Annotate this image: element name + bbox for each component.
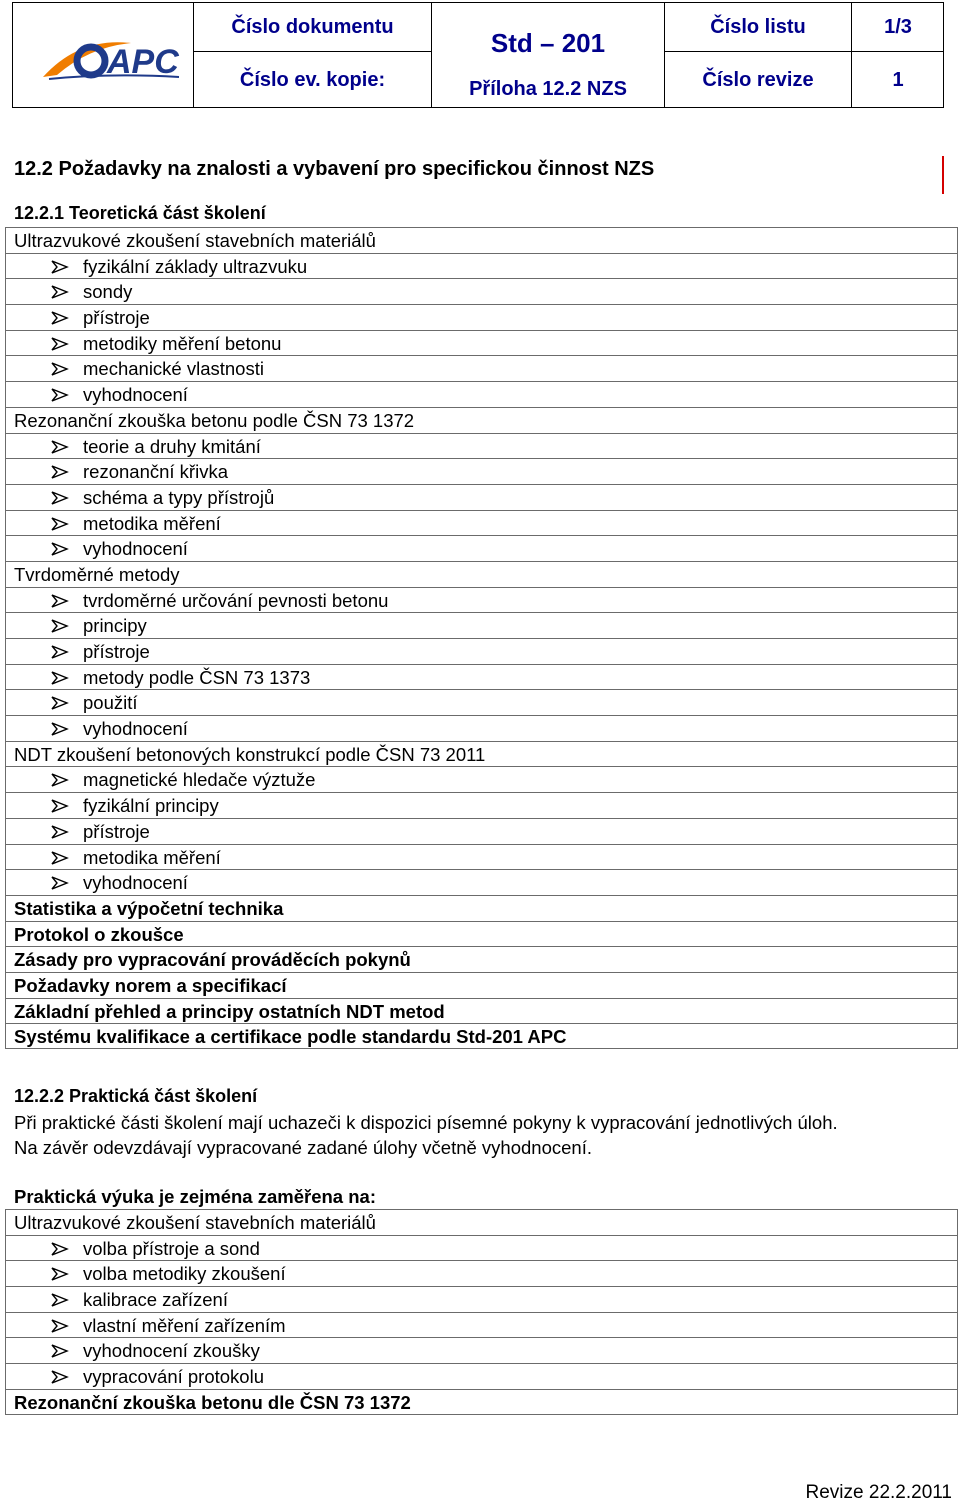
list-item bbox=[5, 638, 958, 664]
list-item bbox=[5, 766, 958, 792]
list-item-label: přístroje bbox=[83, 307, 150, 329]
list-item bbox=[5, 381, 958, 407]
list-heading bbox=[5, 1209, 958, 1235]
list-item-label: fyzikální základy ultrazvuku bbox=[83, 255, 308, 277]
list-item bbox=[5, 1363, 958, 1389]
list-item-label: tvrdoměrné určování pevnosti betonu bbox=[83, 589, 389, 611]
arrowhead-bullet-icon bbox=[51, 1267, 69, 1281]
theory-heading: 12.2.1 Teoretická část školení bbox=[14, 203, 266, 223]
list-item-label: metodika měření bbox=[83, 846, 221, 868]
list-item-label: Požadavky norem a specifikací bbox=[14, 974, 287, 996]
copy-number-label: Číslo ev. kopie: bbox=[239, 68, 386, 91]
list-item bbox=[5, 818, 958, 844]
arrowhead-bullet-icon bbox=[51, 825, 69, 839]
list-heading bbox=[5, 972, 958, 998]
list-item bbox=[5, 510, 958, 536]
revision-marker bbox=[942, 156, 944, 194]
list-item-label: fyzikální principy bbox=[83, 795, 219, 817]
list-item bbox=[5, 484, 958, 510]
section-title: 12.2 Požadavky na znalosti a vybavení pro specifickou činnost NZS bbox=[14, 158, 655, 180]
list-item bbox=[5, 1337, 958, 1363]
list-item-label: kalibrace zařízení bbox=[83, 1289, 228, 1311]
list-item-label: rezonanční křivka bbox=[83, 461, 228, 483]
annex-label: Příloha 12.2 NZS bbox=[469, 77, 627, 100]
list-item-label: magnetické hledače výztuže bbox=[83, 769, 316, 791]
sheet-value: 1/3 bbox=[884, 15, 912, 38]
list-heading bbox=[5, 561, 958, 587]
arrowhead-bullet-icon bbox=[51, 440, 69, 454]
list-item bbox=[5, 433, 958, 459]
list-item-label: NDT zkoušení betonových konstrukcí podle ČSN 73 2011 bbox=[14, 743, 486, 765]
list-item bbox=[5, 1260, 958, 1286]
arrowhead-bullet-icon bbox=[51, 260, 69, 274]
list-item-label: volba metodiky zkoušení bbox=[83, 1263, 286, 1285]
arrowhead-bullet-icon bbox=[51, 722, 69, 736]
arrowhead-bullet-icon bbox=[51, 671, 69, 685]
list-item bbox=[5, 304, 958, 330]
list-item-label: Ultrazvukové zkoušení stavebních materiálů bbox=[14, 1212, 376, 1233]
list-item-label: schéma a typy přístrojů bbox=[83, 486, 275, 508]
list-item-label: přístroje bbox=[83, 641, 150, 662]
list-heading bbox=[5, 407, 958, 433]
doc-code: Std – 201 bbox=[490, 27, 606, 58]
arrowhead-bullet-icon bbox=[51, 311, 69, 325]
list-item-label: mechanické vlastnosti bbox=[83, 358, 264, 380]
list-item-label: Rezonanční zkouška betonu podle ČSN 73 1372 bbox=[14, 409, 415, 431]
arrowhead-bullet-icon bbox=[51, 1344, 69, 1358]
list-heading bbox=[5, 1023, 958, 1049]
revision-value: 1 bbox=[892, 68, 904, 91]
list-item-label: volba přístroje a sond bbox=[83, 1237, 260, 1259]
list-item-label: sondy bbox=[83, 281, 133, 303]
sheet-label: Číslo listu bbox=[710, 15, 806, 38]
list-heading bbox=[5, 998, 958, 1024]
arrowhead-bullet-icon bbox=[51, 876, 69, 890]
list-heading bbox=[5, 895, 958, 921]
list-heading bbox=[5, 921, 958, 947]
arrowhead-bullet-icon bbox=[51, 491, 69, 505]
list-item-label: vyhodnocení bbox=[83, 872, 188, 894]
list-item-label: vyhodnocení bbox=[83, 384, 188, 406]
list-item bbox=[5, 844, 958, 870]
document-header bbox=[12, 2, 944, 108]
arrowhead-bullet-icon bbox=[51, 542, 69, 556]
list-item-label: vyhodnocení bbox=[83, 538, 188, 560]
arrowhead-bullet-icon bbox=[51, 696, 69, 710]
arrowhead-bullet-icon bbox=[51, 362, 69, 376]
practice-focus-heading: Praktická výuka je zejména zaměřena na: bbox=[14, 1186, 376, 1207]
arrowhead-bullet-icon bbox=[51, 773, 69, 787]
arrowhead-bullet-icon bbox=[51, 337, 69, 351]
list-item bbox=[5, 253, 958, 279]
list-item bbox=[5, 664, 958, 690]
arrowhead-bullet-icon bbox=[51, 465, 69, 479]
list-item bbox=[5, 458, 958, 484]
arrowhead-bullet-icon bbox=[51, 619, 69, 633]
list-item bbox=[5, 715, 958, 741]
practice-paragraph-line2: Na závěr odevzdávají vypracované zadané úlohy včetně vyhodnocení. bbox=[14, 1137, 592, 1158]
revision-date: Revize 22.2.2011 bbox=[805, 1482, 952, 1503]
list-item-label: vyhodnocení bbox=[83, 718, 188, 740]
list-item-label: přístroje bbox=[83, 820, 150, 842]
list-item bbox=[5, 689, 958, 715]
apc-logo bbox=[39, 33, 189, 85]
list-item bbox=[5, 792, 958, 818]
svg-text:APC: APC bbox=[107, 43, 179, 81]
practice-list bbox=[5, 1209, 958, 1415]
arrowhead-bullet-icon bbox=[51, 285, 69, 299]
list-heading bbox=[5, 1389, 958, 1415]
list-item-label: Protokol o zkoušce bbox=[14, 923, 184, 945]
arrowhead-bullet-icon bbox=[51, 799, 69, 813]
arrowhead-bullet-icon bbox=[51, 1242, 69, 1256]
arrowhead-bullet-icon bbox=[51, 1319, 69, 1333]
list-item-label: Základní přehled a principy ostatních NDT metod bbox=[14, 1000, 445, 1022]
list-item bbox=[5, 1312, 958, 1338]
doc-number-label: Číslo dokumentu bbox=[231, 15, 394, 38]
list-item-label: Tvrdoměrné metody bbox=[14, 563, 180, 585]
list-item-label: vypracování protokolu bbox=[83, 1366, 264, 1388]
arrowhead-bullet-icon bbox=[51, 1293, 69, 1307]
list-item bbox=[5, 1286, 958, 1312]
list-item bbox=[5, 330, 958, 356]
list-item bbox=[5, 1235, 958, 1261]
list-item-label: principy bbox=[83, 615, 147, 637]
list-item-label: použití bbox=[83, 692, 138, 714]
list-heading bbox=[5, 227, 958, 253]
list-item-label: metody podle ČSN 73 1373 bbox=[83, 666, 311, 688]
list-item-label: Rezonanční zkouška betonu dle ČSN 73 1372 bbox=[14, 1391, 411, 1413]
list-item bbox=[5, 869, 958, 895]
revision-label: Číslo revize bbox=[702, 68, 814, 91]
list-heading bbox=[5, 946, 958, 972]
practice-heading: 12.2.2 Praktická část školení bbox=[14, 1086, 258, 1106]
list-item bbox=[5, 355, 958, 381]
list-item-label: Statistika a výpočetní technika bbox=[14, 897, 284, 919]
practice-paragraph-line1: Při praktické části školení mají uchazeči k dispozici písemné pokyny k vypracování jednotlivých úloh. bbox=[14, 1112, 838, 1133]
list-item bbox=[5, 612, 958, 638]
list-item bbox=[5, 535, 958, 561]
arrowhead-bullet-icon bbox=[51, 645, 69, 659]
theory-list bbox=[5, 227, 958, 1049]
list-heading bbox=[5, 741, 958, 767]
arrowhead-bullet-icon bbox=[51, 517, 69, 531]
list-item bbox=[5, 278, 958, 304]
list-item-label: Systému kvalifikace a certifikace podle standardu Std-201 APC bbox=[14, 1026, 567, 1048]
list-item bbox=[5, 587, 958, 613]
list-item-label: metodiky měření betonu bbox=[83, 332, 282, 354]
list-item-label: Zásady pro vypracování prováděcích pokynů bbox=[14, 949, 411, 971]
list-item-label: Ultrazvukové zkoušení stavebních materiálů bbox=[14, 230, 376, 251]
arrowhead-bullet-icon bbox=[51, 851, 69, 865]
list-item-label: vyhodnocení zkoušky bbox=[83, 1340, 260, 1362]
arrowhead-bullet-icon bbox=[51, 1370, 69, 1384]
list-item-label: teorie a druhy kmitání bbox=[83, 435, 261, 457]
arrowhead-bullet-icon bbox=[51, 594, 69, 608]
list-item-label: vlastní měření zařízením bbox=[83, 1314, 286, 1336]
list-item-label: metodika měření bbox=[83, 512, 221, 534]
arrowhead-bullet-icon bbox=[51, 388, 69, 402]
